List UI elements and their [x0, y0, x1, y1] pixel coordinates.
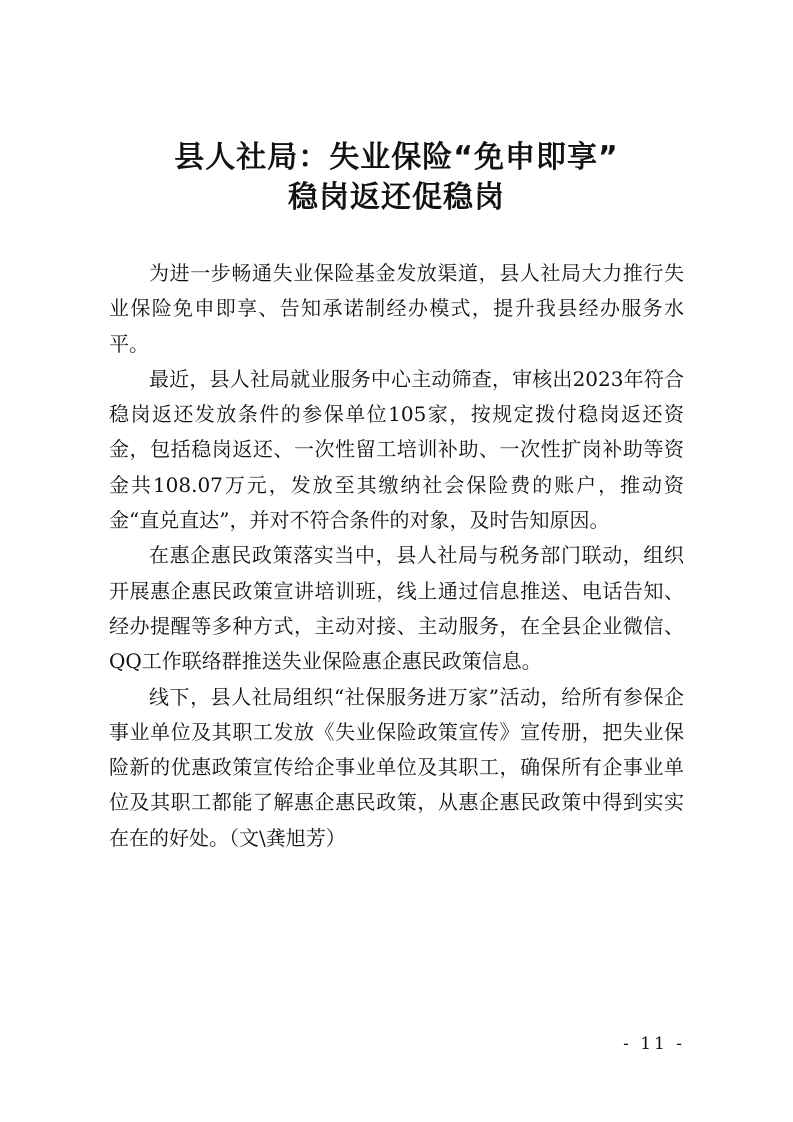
article-body — [109, 256, 684, 856]
paragraph: 为进一步畅通失业保险基金发放渠道，县人社局大力推行失业保险免申即享、告知承诺制经办模式，提升我县经办服务水平。 — [109, 261, 684, 356]
page-number: - 11 - — [623, 1034, 685, 1054]
paragraph: 线下，县人社局组织“社保服务进万家”活动，给所有参保企事业单位及其职工发放《失业保险政策宣传》宣传册，把失业保险新的优惠政策宣传给企事业单位及其职工，确保所有企事业单位及其职工都能了解惠企惠民政策，从惠企惠民政策中得到实实在在的好处。（文\龚旭芳） — [109, 684, 684, 850]
page-title-line-2: 稳岗返还促稳岗 — [288, 180, 505, 215]
paragraph: 最近，县人社局就业服务中心主动筛查，审核出2023年符合稳岗返还发放条件的参保单位105家，按规定拨付稳岗返还资金，包括稳岗返还、一次性留工培训补助、一次性扩岗补助等资金共108.07万元，发放至其缴纳社会保险费的账户，推动资金“直兑直达”，并对不符合条件的对象，及时告知原因。 — [109, 366, 684, 533]
page-title-line-1: 县人社局：失业保险“免申即享” — [174, 140, 619, 175]
paragraph: 在惠企惠民政策落实当中，县人社局与税务部门联动，组织开展惠企惠民政策宣讲培训班，线上通过信息推送、电话告知、经办提醒等多种方式，主动对接、主动服务，在全县企业微信、QQ工作联络群推送失业保险惠企惠民政策信息。 — [109, 543, 684, 674]
